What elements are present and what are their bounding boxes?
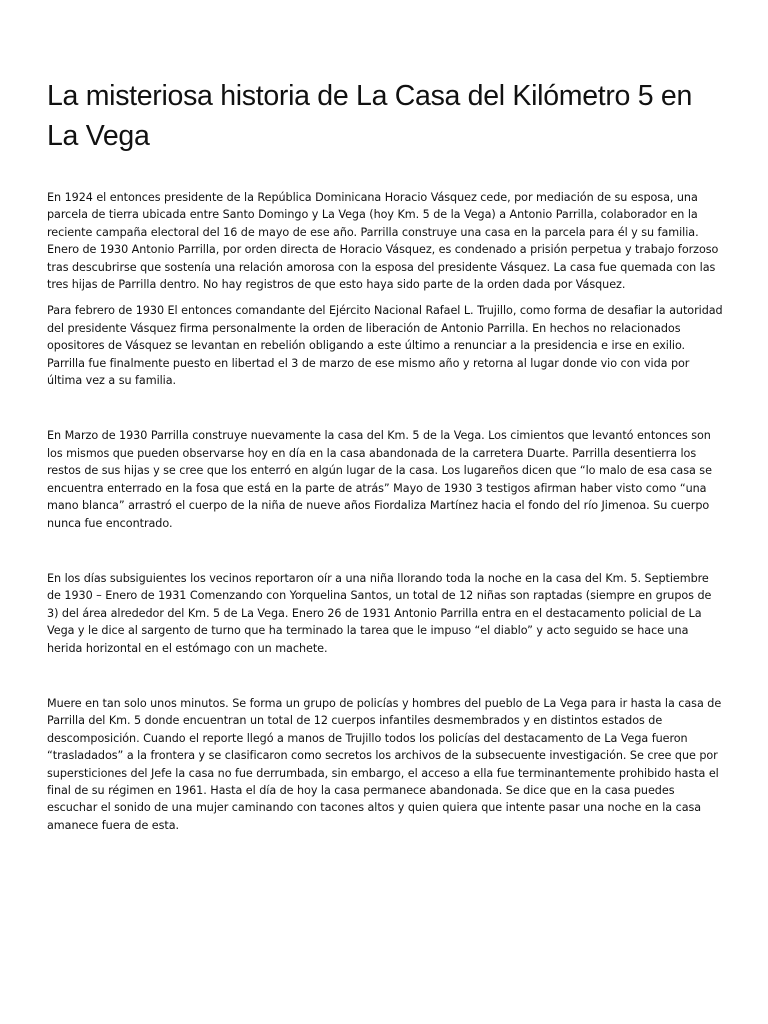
paragraph-3: En Marzo de 1930 Parrilla construye nuevamente la casa del Km. 5 de la Vega. Los cimientos que levantó entonces son los mismos que pueden observarse hoy en día en la casa abandonada de la carretera Duarte. Parrilla desentierra los restos de sus hijas y se cree que los enterró en algún lugar de la casa. Los lugareños dicen que “lo malo de esa casa se encuentra enterrado en la fosa que está en la parte de atrás” Mayo de 1930 3 testigos afirman haber visto como “una mano blanca” arrastró el cuerpo de la niña de nueve años Fiordaliza Martínez hacia el fondo del río Jimenoa. Su cuerpo nunca fue encontrado. (47, 429, 712, 530)
paragraph-1: En 1924 el entonces presidente de la República Dominicana Horacio Vásquez cede, por mediación de su esposa, una parcela de tierra ubicada entre Santo Domingo y La Vega (hoy Km. 5 de la Vega) a Antonio Parrilla, colaborador en la reciente campaña electoral del 16 de mayo de ese año. Parrilla construye una casa en la parcela para él y su familia. Enero de 1930 Antonio Parrilla, por orden directa de Horacio Vásquez, es condenado a prisión perpetua y trabajo forzoso tras descubrirse que sostenía una relación amorosa con la esposa del presidente Vásquez. La casa fue quemada con las tres hijas de Parrilla dentro. No hay registros de que esto haya sido parte de la orden dada por Vásquez. (47, 191, 719, 292)
paragraph-4: En los días subsiguientes los vecinos reportaron oír a una niña llorando toda la noche en la casa del Km. 5. Septiembre de 1930 – Enero de 1931 Comenzando con Yorquelina Santos, un total de 12 niñas son raptadas (siempre en grupos de 3) del área alrededor del Km. 5 de La Vega. Enero 26 de 1931 Antonio Parrilla entra en el destacamento policial de La Vega y le dice al sargento de turno que ha terminado la tarea que le impuso “el diablo” y acto seguido se hace una herida horizontal en el estómago con un machete. (47, 571, 712, 655)
paragraph-5: Muere en tan solo unos minutos. Se forma un grupo de policías y hombres del pueblo de La Vega para ir hasta la casa de Parrilla del Km. 5 donde encuentran un total de 12 cuerpos infantiles desmembrados y en distintos estados de descomposición. Cuando el reporte llegó a manos de Trujillo todos los policías del destacamento de La Vega fueron “trasladados” a la frontera y se clasificaron como secretos los archivos de la subsecuente investigación. Se cree que por supersticiones del Jefe la casa no fue derrumbada, sin embargo, el acceso a ella fue terminantemente prohibido hasta el final de su régimen en 1961. Hasta el día de hoy la casa permanece abandonada. Se dice que en la casa puedes escuchar el sonido de una mujer caminando con tacones altos y quien quiera que intente pasar una noche en la casa amanece fuera de esta. (47, 696, 722, 832)
document-title: La misteriosa historia de La Casa del Kilómetro 5 en La Vega (47, 80, 692, 152)
paragraph-2: Para febrero de 1930 El entonces comandante del Ejército Nacional Rafael L. Trujillo, como forma de desafiar la autoridad del presidente Vásquez firma personalmente la orden de liberación de Antonio Parrilla. En hechos no relacionados opositores de Vásquez se levantan en rebelión obligando a este último a renunciar a la presidencia e irse en exilio. Parrilla fue finalmente puesto en libertad el 3 de marzo de ese mismo año y retorna al lugar donde vio con vida por última vez a su familia. (47, 304, 723, 388)
document-page (47, 76, 723, 834)
document-body (47, 189, 723, 834)
